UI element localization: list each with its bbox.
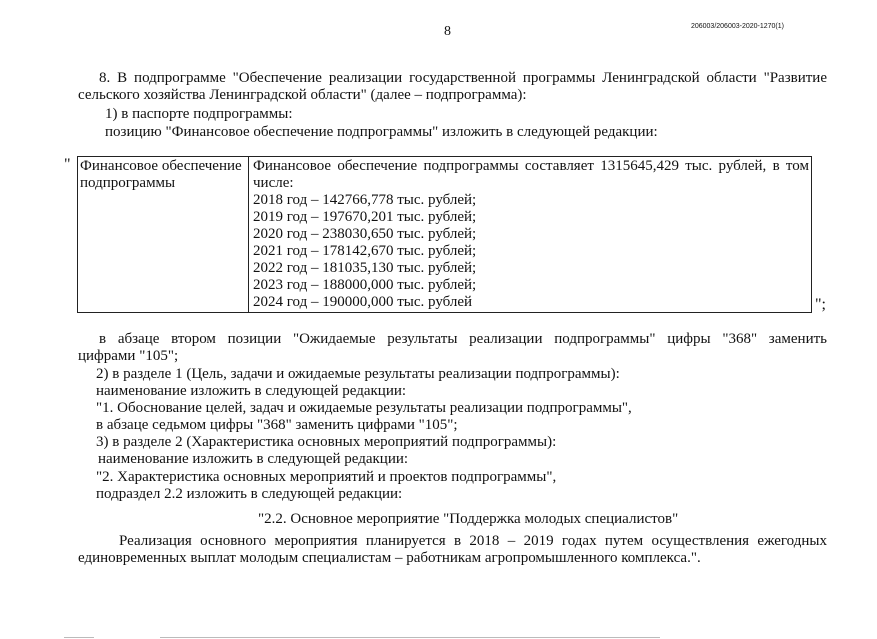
paragraph-8-line1: 8. В подпрограмме "Обеспечение реализации государственной программы Ленинградской области "Развитие xyxy=(99,70,827,86)
paragraph-implementation-line1: Реализация основного мероприятия планируется в 2018 – 2019 годах путем осуществления ежегодных xyxy=(119,533,827,549)
scan-edge-mark xyxy=(64,637,94,638)
finance-year-2021: 2021 год – 178142,670 тыс. рублей; xyxy=(253,243,477,259)
paragraph-expected-results-line2: цифрами "105"; xyxy=(78,348,179,364)
finance-year-2024: 2024 год – 190000,000 тыс. рублей xyxy=(253,294,473,310)
finance-intro-line1: Финансовое обеспечение подпрограммы составляет 1315645,429 тыс. рублей, в том xyxy=(253,158,809,174)
paragraph-section1: 2) в разделе 1 (Цель, задачи и ожидаемые результаты реализации подпрограммы): xyxy=(96,366,620,382)
subsection-heading: "2.2. Основное мероприятие "Поддержка молодых специалистов" xyxy=(258,511,679,527)
close-quote: "; xyxy=(815,296,826,313)
finance-year-2022: 2022 год – 181035,130 тыс. рублей; xyxy=(253,260,477,276)
paragraph-8-line2: сельского хозяйства Ленинградской области" (далее – подпрограмма): xyxy=(78,87,527,103)
table-row xyxy=(78,157,812,313)
finance-table xyxy=(77,156,812,313)
paragraph-section1-name: наименование изложить в следующей редакции: xyxy=(96,383,407,399)
paragraph-section1-title: "1. Обоснование целей, задач и ожидаемые результаты реализации подпрограммы", xyxy=(96,400,632,416)
paragraph-expected-results-line1: в абзаце втором позиции "Ожидаемые результаты реализации подпрограммы" цифры "368" заменить xyxy=(99,331,827,347)
open-quote: " xyxy=(64,156,71,173)
finance-intro-line2: числе: xyxy=(253,175,294,191)
paragraph-section2-name: наименование изложить в следующей редакции: xyxy=(98,451,409,467)
paragraph-passport: 1) в паспорте подпрограммы: xyxy=(105,106,293,122)
page-number: 8 xyxy=(444,24,451,39)
paragraph-seventh-abzac: в абзаце седьмом цифры "368" заменить цифрами "105"; xyxy=(96,417,458,433)
paragraph-subsection: подраздел 2.2 изложить в следующей редакции: xyxy=(96,486,403,502)
scan-edge-mark xyxy=(160,637,660,638)
document-reference: 206003/206003-2020-1270(1) xyxy=(690,23,784,30)
paragraph-section2: 3) в разделе 2 (Характеристика основных мероприятий подпрограммы): xyxy=(96,434,557,450)
paragraph-section2-title: "2. Характеристика основных мероприятий и проектов подпрограммы", xyxy=(96,469,557,485)
paragraph-position: позицию "Финансовое обеспечение подпрограммы" изложить в следующей редакции: xyxy=(105,124,658,140)
finance-year-2020: 2020 год – 238030,650 тыс. рублей; xyxy=(253,226,477,242)
paragraph-implementation-line2: единовременных выплат молодым специалистам – работникам агропромышленного комплекса.". xyxy=(78,550,701,566)
finance-year-2023: 2023 год – 188000,000 тыс. рублей; xyxy=(253,277,477,293)
finance-value-cell xyxy=(249,157,812,313)
finance-year-2018: 2018 год – 142766,778 тыс. рублей; xyxy=(253,192,477,208)
finance-label-cell: Финансовое обеспечение подпрограммы xyxy=(78,157,249,313)
finance-year-2019: 2019 год – 197670,201 тыс. рублей; xyxy=(253,209,477,225)
